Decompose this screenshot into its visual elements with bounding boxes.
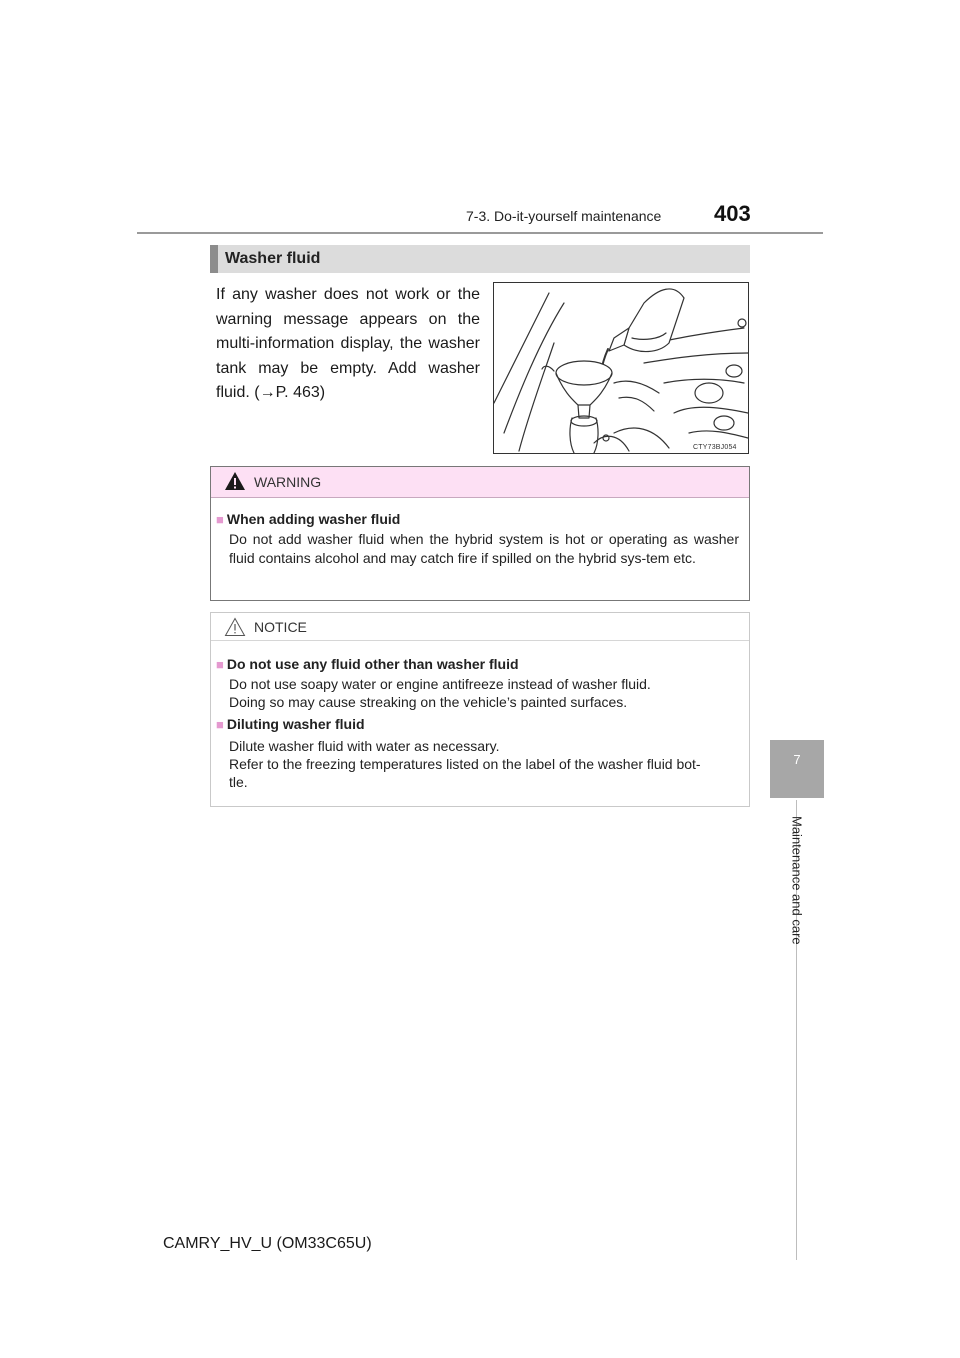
notice-item-line: tle.: [229, 774, 248, 790]
square-bullet-icon: ■: [216, 512, 224, 527]
engine-bay-drawing: [494, 283, 748, 453]
notice-item-title: [216, 656, 519, 672]
square-bullet-icon: ■: [216, 657, 224, 672]
section-heading: Washer fluid: [225, 250, 321, 267]
figure-code: CTY73BJ054: [693, 444, 737, 451]
intro-paragraph: If any washer does not work or the warning message appears on the multi-information display, the washer tank may be empty. Add washer fluid. (→P. 463): [216, 286, 480, 401]
notice-item-title: [216, 716, 365, 732]
notice-item-line: Do not use soapy water or engine antifreeze instead of washer fluid.: [229, 676, 651, 692]
section-label: 7-3. Do-it-yourself maintenance: [466, 208, 662, 224]
page-number: 403: [714, 201, 751, 226]
notice-title: NOTICE: [254, 619, 307, 635]
notice-divider: [211, 640, 749, 641]
model-code: CAMRY_HV_U (OM33C65U): [163, 1235, 372, 1252]
washer-fluid-illustration: [493, 282, 749, 454]
chapter-title-text: Maintenance and care: [789, 815, 805, 945]
warning-item-body: Do not add washer fluid when the hybrid system is hot or operating as washer fluid contains alcohol and may catch fire if spilled on the hybrid sys-tem etc.: [229, 531, 739, 566]
header-divider: [137, 232, 823, 234]
notice-item-title-text: Do not use any fluid other than washer fluid: [226, 656, 519, 672]
chapter-number: 7: [793, 752, 801, 767]
notice-item-line: Doing so may cause streaking on the vehicle’s painted surfaces.: [229, 694, 628, 710]
warning-item-title-text: When adding washer fluid: [226, 511, 401, 527]
notice-item-line: Refer to the freezing temperatures listed on the label of the washer fluid bot-: [229, 756, 701, 772]
notice-item-line: Dilute washer fluid with water as necessary.: [229, 738, 500, 754]
square-bullet-icon: ■: [216, 717, 224, 732]
chapter-tab: [770, 740, 824, 798]
warning-title: WARNING: [254, 474, 322, 490]
warning-item-title: [216, 511, 400, 527]
notice-item-title-text: Diluting washer fluid: [226, 716, 365, 732]
chapter-title: [770, 800, 824, 960]
caution-triangle-icon: [224, 617, 246, 637]
warning-triangle-icon: [224, 471, 246, 491]
